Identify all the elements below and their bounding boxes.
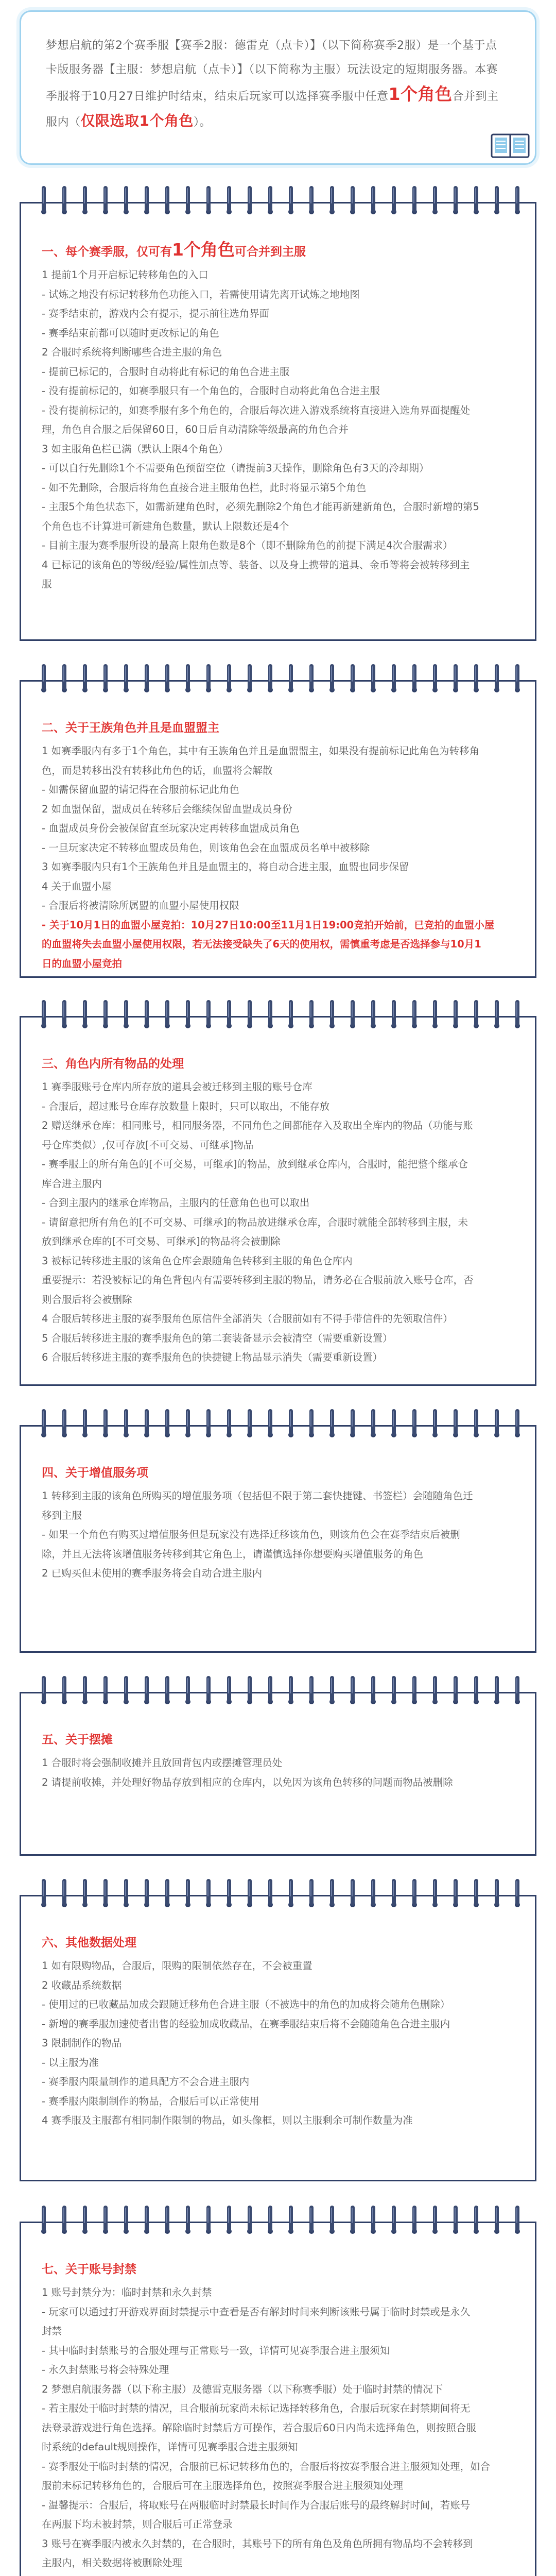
section-line: 重要提示：若没被标记的角色背包内有需要转移到主服的物品，请务必在合服前放入账号仓库，否 (42, 1274, 474, 1286)
section-line: - 没有提前标记的，如赛季服有多个角色的，合服后每次进入游戏系统将直接进入选角界面提醒处 (42, 404, 471, 416)
binder-rings-icon (21, 997, 538, 1035)
section-line: 服 (42, 578, 52, 590)
section-line: - 关于10月1日的血盟小屋竞拍：10月27日10:00至11月1日19:00竞拍开始前，已竞拍的血盟小屋 (42, 919, 495, 931)
section-line: - 玩家可以通过打开游戏界面封禁提示中查看是否有解封时间来判断该账号属于临时封禁或是永久 (42, 2306, 471, 2318)
section-card-3 (20, 1016, 536, 1386)
section-title: 五、关于摆摊 (42, 1733, 113, 1747)
intro-paragraph (46, 33, 506, 134)
section-line: - 一旦玩家决定不转移血盟成员角色，则该角色会在血盟成员名单中被移除 (42, 841, 370, 854)
section-line: - 如不先删除，合服后将角色直接合进主服角色栏，此时将显示第5个角色 (42, 481, 367, 494)
section-line: - 永久封禁账号将会特殊处理 (42, 2364, 169, 2376)
section-line: 日的血盟小屋竞拍 (42, 957, 123, 970)
section-line: - 合到主服内的继承仓库物品，主服内的任意角色也可以取出 (42, 1197, 310, 1209)
section-title-text-end: 可合并到主服 (234, 245, 306, 259)
section-card-1 (20, 202, 536, 641)
section-line: - 赛季结束前，游戏内会有提示，提示前往选角界面 (42, 308, 270, 319)
section-line: 3 如赛季服内只有1个王族角色并且是血盟主的，将自动合进主服，血盟也同步保留 (42, 861, 409, 873)
section-line: 服前未标记转移角色的，合服后可在主服选择角色，按照赛季服合进主服须知处理 (42, 2480, 404, 2492)
binder-rings-icon (21, 183, 538, 221)
section-lines (42, 2283, 515, 2576)
section-line: - 提前已标记的，合服时自动将此有标记的角色合进主服 (42, 365, 290, 378)
intro-highlight-one-character: 1个角色 (388, 84, 453, 104)
section-line: 4 关于血盟小屋 (42, 880, 112, 892)
section-lines (42, 1753, 515, 1792)
section-title-highlight: 1个角色 (172, 240, 235, 260)
section-title (42, 240, 515, 262)
section-line: - 赛季结束前都可以随时更改标记的角色 (42, 327, 219, 339)
section-line: 3 被标记转移进主服的该角色仓库会跟随角色转移到主服的角色仓库内 (42, 1255, 353, 1267)
section-line: 号仓库类似）,仅可存放[不可交易、可继承]物品 (42, 1139, 254, 1151)
intro-highlight-limit: 仅限选取1个角色 (80, 112, 194, 129)
section-line: 色，而是转移出没有转移此角色的话，血盟将会解散 (42, 764, 273, 776)
section-lines (42, 741, 515, 973)
section-line: 法登录游戏进行角色选择。解除临时封禁后方可操作，若合服后60日内尚未选择角色，则按照合服 (42, 2421, 476, 2434)
section-line: 2 梦想启航服务器（以下称主服）及德雷克服务器（以下称赛季服）处于临时封禁的情况下 (42, 2383, 443, 2395)
section-line: - 其中临时封禁账号的合服处理与正常账号一致，详情可见赛季服合进主服须知 (42, 2344, 390, 2357)
section-line: - 请留意把所有角色的[不可交易、可继承]的物品放进继承仓库，合服时就能全部转移到主服，未 (42, 1216, 468, 1228)
intro-text-1: 梦想启航的第2个赛季服【赛季2服：德雷克（点卡）】（以下简称赛季2服）是一个基于点卡版服务器【主服：梦想启航（点卡）】（以下简称为主服）玩法设定的短期服务器。本赛季服将于10月27日维护时结束，结束后玩家可以选择赛季服中任意 (46, 39, 498, 103)
section-line: 4 已标记的该角色的等级/经验/属性加点等、装备、以及身上携带的道具、金币等将会被转移到主 (42, 558, 470, 571)
section-title: 七、关于账号封禁 (42, 2263, 136, 2276)
section-line: 1 赛季服账号仓库内所存放的道具会被迁移到主服的账号仓库 (42, 1081, 312, 1093)
section-line: 4 合服后转移进主服的赛季服角色原信件全部消失（合服前如有不得手带信件的先领取信件） (42, 1313, 453, 1325)
section-line: 则合服后将会被删除 (42, 1293, 132, 1306)
section-line: - 使用过的已收藏品加成会跟随迁移角色合进主服（不被选中的角色的加成将会随角色删除） (42, 1998, 450, 2010)
section-title: 三、角色内所有物品的处理 (42, 1057, 184, 1071)
section-card-2 (20, 680, 536, 978)
section-line: 2 赠送继承仓库：相同账号，相同服务器，不同角色之间都能存入及取出全库内的物品（功能与账 (42, 1120, 473, 1131)
section-card-5 (20, 1692, 536, 1856)
book-icon (491, 132, 530, 159)
binder-rings-icon (21, 2202, 538, 2241)
section-line: - 赛季服处于临时封禁的情况，合服前已标记转移角色的，合服后将按赛季服合进主服须知处理，如合 (42, 2460, 491, 2472)
section-line: 5 合服后转移进主服的赛季服角色的第二套装备显示会被清空（需要重新设置） (42, 1332, 393, 1344)
intro-text-2: 合并到主服内（ (46, 90, 499, 129)
section-line: 2 请提前收摊，并处理好物品存放到相应的仓库内，以免因为该角色转移的问题而物品被删除 (42, 1776, 453, 1788)
section-line: - 合服后将被清除所属盟的血盟小屋使用权限 (42, 900, 239, 911)
section-line: - 可以自行先删除1个不需要角色预留空位（请提前3天操作，删除角色有3天的冷却期） (42, 462, 429, 474)
section-line: 放到继承仓库的[不可交易、可继承]的物品将会被删除 (42, 1235, 281, 1247)
section-lines (42, 1077, 515, 1367)
section-line: - 赛季服内限制制作的物品，合服后可以正常使用 (42, 2095, 259, 2107)
binder-rings-icon (21, 661, 538, 699)
section-line: 移到主服 (42, 1509, 82, 1521)
section-line: - 温馨提示：合服后，将取账号在两服临时封禁最长时间作为合服后账号的最终解封时间，若账号 (42, 2499, 471, 2511)
section-line: 2 合服时系统将判断哪些合进主服的角色 (42, 346, 222, 358)
section-line: 1 提前1个月开启标记转移角色的入口 (42, 269, 208, 281)
section-lines (42, 265, 515, 594)
intro-card (20, 10, 536, 165)
section-line: 除，并且无法将该增值服务转移到其它角色上，请谨慎选择你想要购买增值服务的角色 (42, 1548, 424, 1560)
section-line: - 血盟成员身份会被保留直至玩家决定再转移血盟成员角色 (42, 822, 300, 834)
intro-text-3: ）。 (194, 116, 212, 129)
section-line: 1 账号封禁分为：临时封禁和永久封禁 (42, 2286, 212, 2298)
section-title: 二、关于王族角色并且是血盟盟主 (42, 721, 219, 735)
section-line: 的血盟将失去血盟小屋使用权限，若无法接受缺失了6天的使用权，需慎重考虑是否选择参与10月1 (42, 938, 481, 950)
section-line: - 若主服处于临时封禁的情况，且合服前玩家尚未标记选择转移角色，合服后玩家在封禁期间将无 (42, 2402, 471, 2414)
section-line: - 如果一个角色有购买过增值服务但是玩家没有选择迁移该角色，则该角色会在赛季结束后被删 (42, 1529, 460, 1540)
section-line: - 赛季服内限量制作的道具配方不会合进主服内 (42, 2076, 250, 2088)
section-title: 四、关于增值服务项 (42, 1466, 148, 1480)
section-line: 1 如赛季服内有多于1个角色，其中有王族角色并且是血盟盟主，如果没有提前标记此角色为转移角 (42, 745, 480, 757)
section-line: 主服内，相关数据将被删除处理 (42, 2557, 183, 2569)
section-line: 2 收藏品系统数据 (42, 1979, 122, 1991)
section-line: 理，角色自合服之后保留60日，60日后自动清除等级最高的角色合并 (42, 423, 349, 435)
section-card-7 (20, 2222, 536, 2576)
section-line: 3 限制制作的物品 (42, 2037, 122, 2049)
section-line: 封禁 (42, 2325, 62, 2337)
section-line: 库合进主服内 (42, 1177, 102, 1190)
section-line: 2 已购买但未使用的赛季服务将会自动合进主服内 (42, 1567, 263, 1579)
section-line: 3 账号在赛季服内被永久封禁的，在合服时，其账号下的所有角色及角色所拥有物品均不会转移到 (42, 2537, 473, 2550)
section-line: - 赛季服上的所有角色的[不可交易，可继承]的物品，放到继承仓库内，合服时，能把整个继承仓 (42, 1158, 468, 1170)
section-title-text: 一、每个赛季服，仅可有 (42, 245, 172, 259)
binder-rings-icon (21, 1406, 538, 1444)
section-line: 4 赛季服及主服都有相同制作限制的物品，如头像框，则以主服剩余可制作数量为准 (42, 2114, 413, 2126)
section-line: - 合服后，超过账号仓库存放数量上限时，只可以取出，不能存放 (42, 1100, 330, 1112)
section-line: - 如需保留血盟的请记得在合服前标记此角色 (42, 784, 239, 795)
binder-rings-icon (21, 1876, 538, 1914)
section-line: 时系统的default规则操作，详情可见赛季服合进主服须知 (42, 2441, 298, 2453)
section-line: - 新增的赛季服加速使者出售的经验加成收藏品，在赛季服结束后将不会随随角色合进主服内 (42, 2018, 450, 2030)
section-line: 个角色也不计算进可新建角色数量，默认上限数还是4个 (42, 520, 289, 532)
section-card-4 (20, 1425, 536, 1653)
section-line: 2 如血盟保留，盟成员在转移后会继续保留血盟成员身份 (42, 803, 292, 815)
section-line: 6 合服后转移进主服的赛季服角色的快捷键上物品显示消失（需要重新设置） (42, 1351, 383, 1363)
section-line: - 没有提前标记的，如赛季服只有一个角色的，合服时自动将此角色合进主服 (42, 385, 380, 397)
binder-rings-icon (21, 1673, 538, 1711)
section-line: - 试炼之地没有标记转移角色功能入口，若需使用请先离开试炼之地地图 (42, 288, 360, 300)
section-line: 1 合服时将会强制收摊并且放回背包内或摆摊管理员处 (42, 1757, 283, 1769)
section-line: 在两服下均未被封禁，则合服后可正常登录 (42, 2518, 233, 2530)
section-line: - 以主服为准 (42, 2056, 99, 2069)
section-line: - 目前主服为赛季服所设的最高上限角色数是8个（即不删除角色的前提下满足4次合服需求） (42, 539, 453, 551)
section-card-6 (20, 1895, 536, 2181)
section-line: 1 转移到主服的该角色所购买的增值服务项（包括但不限于第二套快捷键、书签栏）会随随角色迁 (42, 1490, 473, 1502)
section-line (42, 2573, 515, 2576)
section-line: 3 如主服角色栏已满（默认上限4个角色） (42, 443, 229, 455)
section-line: - 主服5个角色状态下，如需新建角色时，必须先删除2个角色才能再新建新角色，合服时新增的第5 (42, 501, 479, 513)
section-lines (42, 1486, 515, 1583)
section-lines (42, 1956, 515, 2130)
section-line: 1 如有限购物品，合服后，限购的限制依然存在，不会被重置 (42, 1960, 312, 1972)
section-title: 六、其他数据处理 (42, 1936, 136, 1950)
